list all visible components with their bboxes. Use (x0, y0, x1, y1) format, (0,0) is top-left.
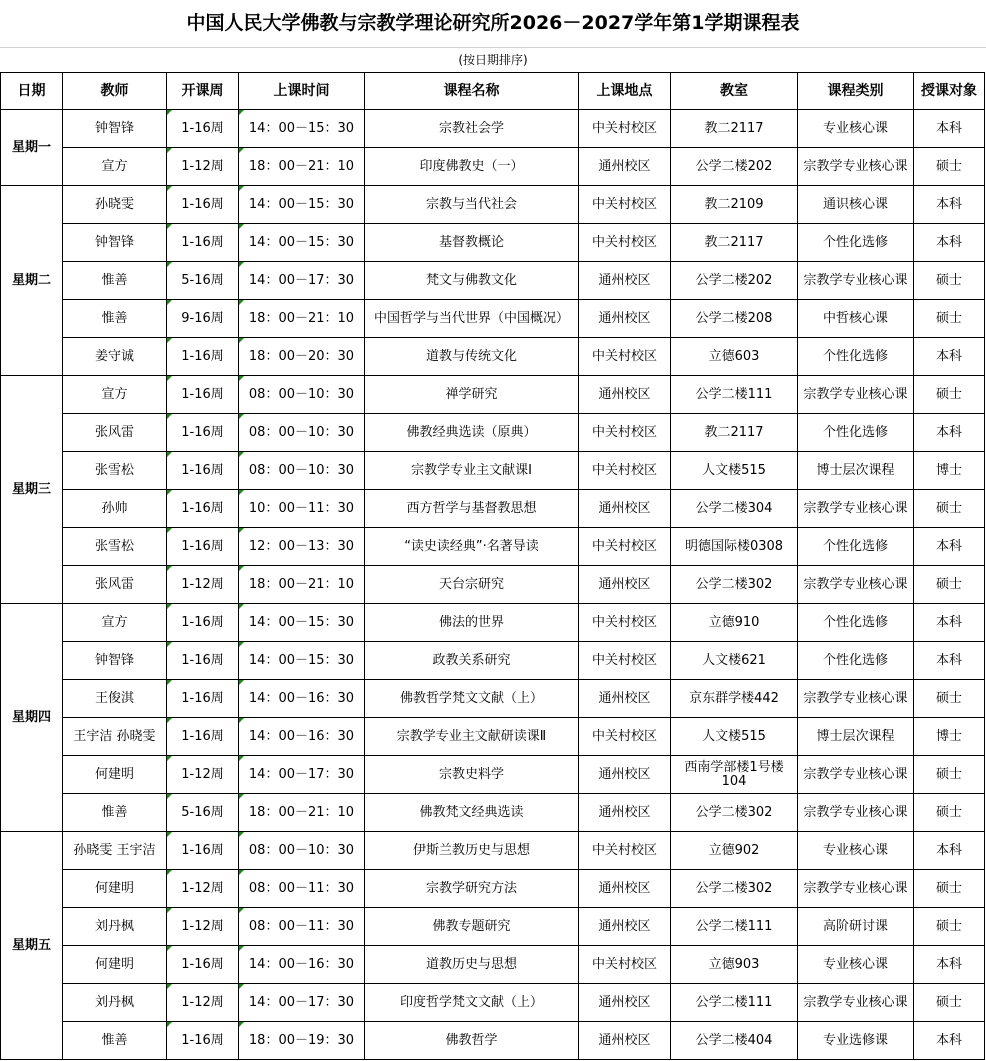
day-cell: 星期四 (1, 604, 63, 832)
room-cell: 立德910 (671, 604, 798, 642)
weeks-cell: 1-12周 (167, 148, 239, 186)
course-cell: 西方哲学与基督教思想 (365, 490, 579, 528)
table-row (1, 490, 985, 528)
teacher-cell: 惟善 (63, 1022, 167, 1060)
header-audience: 授课对象 (914, 73, 985, 110)
course-cell: 基督教概论 (365, 224, 579, 262)
room-cell: 立德603 (671, 338, 798, 376)
teacher-cell: 惟善 (63, 262, 167, 300)
campus-cell: 中关村校区 (579, 604, 671, 642)
time-cell: 14：00－15：30 (239, 642, 365, 680)
weeks-cell: 1-12周 (167, 984, 239, 1022)
audience-cell: 硕士 (914, 148, 985, 186)
campus-cell: 通州校区 (579, 794, 671, 832)
course-cell: 佛教哲学 (365, 1022, 579, 1060)
table-row (1, 414, 985, 452)
table-row (1, 908, 985, 946)
time-cell: 18：00－21：10 (239, 566, 365, 604)
category-cell: 个性化选修 (798, 224, 914, 262)
campus-cell: 通州校区 (579, 148, 671, 186)
course-cell: 宗教学专业主文献课Ⅰ (365, 452, 579, 490)
table-row (1, 376, 985, 414)
room-cell: 京东群学楼442 (671, 680, 798, 718)
campus-cell: 中关村校区 (579, 946, 671, 984)
room-cell: 人文楼621 (671, 642, 798, 680)
weeks-cell: 5-16周 (167, 794, 239, 832)
room-cell: 公学二楼208 (671, 300, 798, 338)
campus-cell: 中关村校区 (579, 186, 671, 224)
teacher-cell: 何建明 (63, 870, 167, 908)
audience-cell: 本科 (914, 186, 985, 224)
campus-cell: 通州校区 (579, 490, 671, 528)
weeks-cell: 1-16周 (167, 604, 239, 642)
time-cell: 18：00－20：30 (239, 338, 365, 376)
teacher-cell: 何建明 (63, 756, 167, 794)
audience-cell: 本科 (914, 224, 985, 262)
audience-cell: 本科 (914, 110, 985, 148)
room-cell: 教二2109 (671, 186, 798, 224)
weeks-cell: 1-16周 (167, 224, 239, 262)
category-cell: 专业核心课 (798, 946, 914, 984)
weeks-cell: 1-12周 (167, 566, 239, 604)
course-cell: 宗教学研究方法 (365, 870, 579, 908)
teacher-cell: 王俊淇 (63, 680, 167, 718)
time-cell: 18：00－21：10 (239, 794, 365, 832)
category-cell: 宗教学专业核心课 (798, 262, 914, 300)
category-cell: 专业核心课 (798, 832, 914, 870)
time-cell: 18：00－19：30 (239, 1022, 365, 1060)
category-cell: 宗教学专业核心课 (798, 490, 914, 528)
time-cell: 08：00－10：30 (239, 452, 365, 490)
weeks-cell: 1-16周 (167, 490, 239, 528)
time-cell: 08：00－11：30 (239, 908, 365, 946)
category-cell: 个性化选修 (798, 414, 914, 452)
time-cell: 14：00－17：30 (239, 756, 365, 794)
teacher-cell: 孙晓雯 王宇洁 (63, 832, 167, 870)
audience-cell: 本科 (914, 832, 985, 870)
time-cell: 14：00－17：30 (239, 984, 365, 1022)
table-row (1, 946, 985, 984)
course-cell: 伊斯兰教历史与思想 (365, 832, 579, 870)
teacher-cell: 钟智锋 (63, 224, 167, 262)
room-cell: 教二2117 (671, 110, 798, 148)
table-row (1, 452, 985, 490)
time-cell: 14：00－16：30 (239, 718, 365, 756)
category-cell: 博士层次课程 (798, 452, 914, 490)
time-cell: 10：00－11：30 (239, 490, 365, 528)
course-cell: 道教历史与思想 (365, 946, 579, 984)
weeks-cell: 1-16周 (167, 452, 239, 490)
audience-cell: 博士 (914, 718, 985, 756)
campus-cell: 通州校区 (579, 376, 671, 414)
audience-cell: 硕士 (914, 680, 985, 718)
campus-cell: 通州校区 (579, 908, 671, 946)
table-header-row (1, 73, 985, 110)
teacher-cell: 孙帅 (63, 490, 167, 528)
category-cell: 通识核心课 (798, 186, 914, 224)
time-cell: 18：00－21：10 (239, 300, 365, 338)
room-cell: 公学二楼302 (671, 794, 798, 832)
table-row (1, 680, 985, 718)
category-cell: 宗教学专业核心课 (798, 756, 914, 794)
course-cell: “读史读经典”·名著导读 (365, 528, 579, 566)
category-cell: 专业选修课 (798, 1022, 914, 1060)
day-cell: 星期五 (1, 832, 63, 1060)
campus-cell: 通州校区 (579, 680, 671, 718)
campus-cell: 通州校区 (579, 300, 671, 338)
header-weeks: 开课周 (167, 73, 239, 110)
weeks-cell: 9-16周 (167, 300, 239, 338)
room-cell: 西南学部楼1号楼104 (671, 756, 798, 794)
category-cell: 个性化选修 (798, 642, 914, 680)
course-cell: 印度哲学梵文文献（上） (365, 984, 579, 1022)
weeks-cell: 1-16周 (167, 186, 239, 224)
teacher-cell: 王宇洁 孙晓雯 (63, 718, 167, 756)
teacher-cell: 何建明 (63, 946, 167, 984)
weeks-cell: 1-16周 (167, 832, 239, 870)
room-cell: 教二2117 (671, 224, 798, 262)
audience-cell: 硕士 (914, 908, 985, 946)
course-cell: 佛法的世界 (365, 604, 579, 642)
course-cell: 梵文与佛教文化 (365, 262, 579, 300)
course-cell: 宗教史料学 (365, 756, 579, 794)
teacher-cell: 张风雷 (63, 566, 167, 604)
course-cell: 佛教经典选读（原典） (365, 414, 579, 452)
time-cell: 08：00－10：30 (239, 376, 365, 414)
course-cell: 中国哲学与当代世界（中国概况） (365, 300, 579, 338)
room-cell: 公学二楼304 (671, 490, 798, 528)
campus-cell: 中关村校区 (579, 414, 671, 452)
room-cell: 公学二楼111 (671, 984, 798, 1022)
teacher-cell: 宣方 (63, 604, 167, 642)
audience-cell: 博士 (914, 452, 985, 490)
weeks-cell: 1-16周 (167, 946, 239, 984)
table-row (1, 832, 985, 870)
header-course: 课程名称 (365, 73, 579, 110)
course-cell: 宗教社会学 (365, 110, 579, 148)
table-row (1, 186, 985, 224)
teacher-cell: 张风雷 (63, 414, 167, 452)
teacher-cell: 钟智锋 (63, 642, 167, 680)
category-cell: 宗教学专业核心课 (798, 148, 914, 186)
course-cell: 佛教哲学梵文文献（上） (365, 680, 579, 718)
room-cell: 立德903 (671, 946, 798, 984)
room-cell: 公学二楼302 (671, 566, 798, 604)
category-cell: 个性化选修 (798, 528, 914, 566)
table-row (1, 566, 985, 604)
course-cell: 禅学研究 (365, 376, 579, 414)
header-campus: 上课地点 (579, 73, 671, 110)
audience-cell: 本科 (914, 946, 985, 984)
table-row (1, 338, 985, 376)
category-cell: 宗教学专业核心课 (798, 870, 914, 908)
header-date: 日期 (1, 73, 63, 110)
table-row (1, 148, 985, 186)
page-subtitle: (按日期排序) (0, 47, 986, 73)
room-cell: 公学二楼202 (671, 148, 798, 186)
audience-cell: 本科 (914, 528, 985, 566)
table-row (1, 718, 985, 756)
teacher-cell: 宣方 (63, 376, 167, 414)
category-cell: 博士层次课程 (798, 718, 914, 756)
schedule-body (1, 110, 985, 1060)
weeks-cell: 1-16周 (167, 376, 239, 414)
category-cell: 宗教学专业核心课 (798, 680, 914, 718)
table-row (1, 794, 985, 832)
audience-cell: 硕士 (914, 262, 985, 300)
category-cell: 高阶研讨课 (798, 908, 914, 946)
category-cell: 个性化选修 (798, 604, 914, 642)
campus-cell: 中关村校区 (579, 718, 671, 756)
course-cell: 道教与传统文化 (365, 338, 579, 376)
audience-cell: 硕士 (914, 756, 985, 794)
weeks-cell: 1-12周 (167, 908, 239, 946)
table-row (1, 984, 985, 1022)
course-cell: 政教关系研究 (365, 642, 579, 680)
audience-cell: 本科 (914, 1022, 985, 1060)
time-cell: 14：00－15：30 (239, 224, 365, 262)
course-cell: 天台宗研究 (365, 566, 579, 604)
audience-cell: 本科 (914, 642, 985, 680)
category-cell: 宗教学专业核心课 (798, 376, 914, 414)
campus-cell: 通州校区 (579, 984, 671, 1022)
weeks-cell: 1-12周 (167, 870, 239, 908)
course-cell: 宗教与当代社会 (365, 186, 579, 224)
audience-cell: 硕士 (914, 794, 985, 832)
campus-cell: 通州校区 (579, 870, 671, 908)
time-cell: 14：00－17：30 (239, 262, 365, 300)
schedule-table (0, 72, 985, 1060)
category-cell: 中哲核心课 (798, 300, 914, 338)
teacher-cell: 张雪松 (63, 528, 167, 566)
header-room: 教室 (671, 73, 798, 110)
time-cell: 14：00－15：30 (239, 604, 365, 642)
table-row (1, 1022, 985, 1060)
table-row (1, 224, 985, 262)
audience-cell: 硕士 (914, 566, 985, 604)
header-teacher: 教师 (63, 73, 167, 110)
audience-cell: 硕士 (914, 300, 985, 338)
time-cell: 14：00－15：30 (239, 110, 365, 148)
teacher-cell: 刘丹枫 (63, 984, 167, 1022)
weeks-cell: 5-16周 (167, 262, 239, 300)
campus-cell: 中关村校区 (579, 338, 671, 376)
campus-cell: 中关村校区 (579, 832, 671, 870)
header-category: 课程类别 (798, 73, 914, 110)
table-row (1, 642, 985, 680)
day-cell: 星期三 (1, 376, 63, 604)
category-cell: 专业核心课 (798, 110, 914, 148)
page-title: 中国人民大学佛教与宗教学理论研究所2026－2027学年第1学期课程表 (186, 12, 800, 34)
time-cell: 14：00－16：30 (239, 946, 365, 984)
teacher-cell: 惟善 (63, 300, 167, 338)
category-cell: 宗教学专业核心课 (798, 794, 914, 832)
time-cell: 08：00－11：30 (239, 870, 365, 908)
table-row (1, 262, 985, 300)
room-cell: 教二2117 (671, 414, 798, 452)
weeks-cell: 1-16周 (167, 680, 239, 718)
teacher-cell: 钟智锋 (63, 110, 167, 148)
audience-cell: 硕士 (914, 376, 985, 414)
teacher-cell: 宣方 (63, 148, 167, 186)
room-cell: 公学二楼111 (671, 376, 798, 414)
time-cell: 12：00－13：30 (239, 528, 365, 566)
header-time: 上课时间 (239, 73, 365, 110)
time-cell: 08：00－10：30 (239, 414, 365, 452)
table-row (1, 604, 985, 642)
category-cell: 宗教学专业核心课 (798, 984, 914, 1022)
weeks-cell: 1-16周 (167, 642, 239, 680)
room-cell: 明德国际楼0308 (671, 528, 798, 566)
weeks-cell: 1-16周 (167, 414, 239, 452)
room-cell: 人文楼515 (671, 452, 798, 490)
weeks-cell: 1-16周 (167, 528, 239, 566)
audience-cell: 硕士 (914, 984, 985, 1022)
room-cell: 公学二楼111 (671, 908, 798, 946)
day-cell: 星期二 (1, 186, 63, 376)
teacher-cell: 姜守诚 (63, 338, 167, 376)
teacher-cell: 惟善 (63, 794, 167, 832)
weeks-cell: 1-12周 (167, 756, 239, 794)
room-cell: 立德902 (671, 832, 798, 870)
time-cell: 08：00－10：30 (239, 832, 365, 870)
day-cell: 星期一 (1, 110, 63, 186)
campus-cell: 通州校区 (579, 262, 671, 300)
table-row (1, 756, 985, 794)
audience-cell: 硕士 (914, 490, 985, 528)
teacher-cell: 张雪松 (63, 452, 167, 490)
campus-cell: 中关村校区 (579, 642, 671, 680)
time-cell: 14：00－16：30 (239, 680, 365, 718)
campus-cell: 通州校区 (579, 566, 671, 604)
audience-cell: 本科 (914, 338, 985, 376)
category-cell: 宗教学专业核心课 (798, 566, 914, 604)
campus-cell: 中关村校区 (579, 452, 671, 490)
time-cell: 14：00－15：30 (239, 186, 365, 224)
audience-cell: 本科 (914, 604, 985, 642)
course-cell: 宗教学专业主文献研读课Ⅱ (365, 718, 579, 756)
weeks-cell: 1-16周 (167, 1022, 239, 1060)
campus-cell: 中关村校区 (579, 110, 671, 148)
room-cell: 公学二楼302 (671, 870, 798, 908)
campus-cell: 通州校区 (579, 756, 671, 794)
weeks-cell: 1-16周 (167, 110, 239, 148)
course-cell: 佛教专题研究 (365, 908, 579, 946)
weeks-cell: 1-16周 (167, 718, 239, 756)
room-cell: 人文楼515 (671, 718, 798, 756)
category-cell: 个性化选修 (798, 338, 914, 376)
teacher-cell: 刘丹枫 (63, 908, 167, 946)
table-row (1, 528, 985, 566)
campus-cell: 中关村校区 (579, 528, 671, 566)
table-row (1, 870, 985, 908)
table-row (1, 300, 985, 338)
campus-cell: 中关村校区 (579, 224, 671, 262)
audience-cell: 硕士 (914, 870, 985, 908)
weeks-cell: 1-16周 (167, 338, 239, 376)
course-cell: 佛教梵文经典选读 (365, 794, 579, 832)
teacher-cell: 孙晓雯 (63, 186, 167, 224)
room-cell: 公学二楼202 (671, 262, 798, 300)
time-cell: 18：00－21：10 (239, 148, 365, 186)
course-cell: 印度佛教史（一） (365, 148, 579, 186)
campus-cell: 通州校区 (579, 1022, 671, 1060)
room-cell: 公学二楼404 (671, 1022, 798, 1060)
table-row (1, 110, 985, 148)
audience-cell: 本科 (914, 414, 985, 452)
